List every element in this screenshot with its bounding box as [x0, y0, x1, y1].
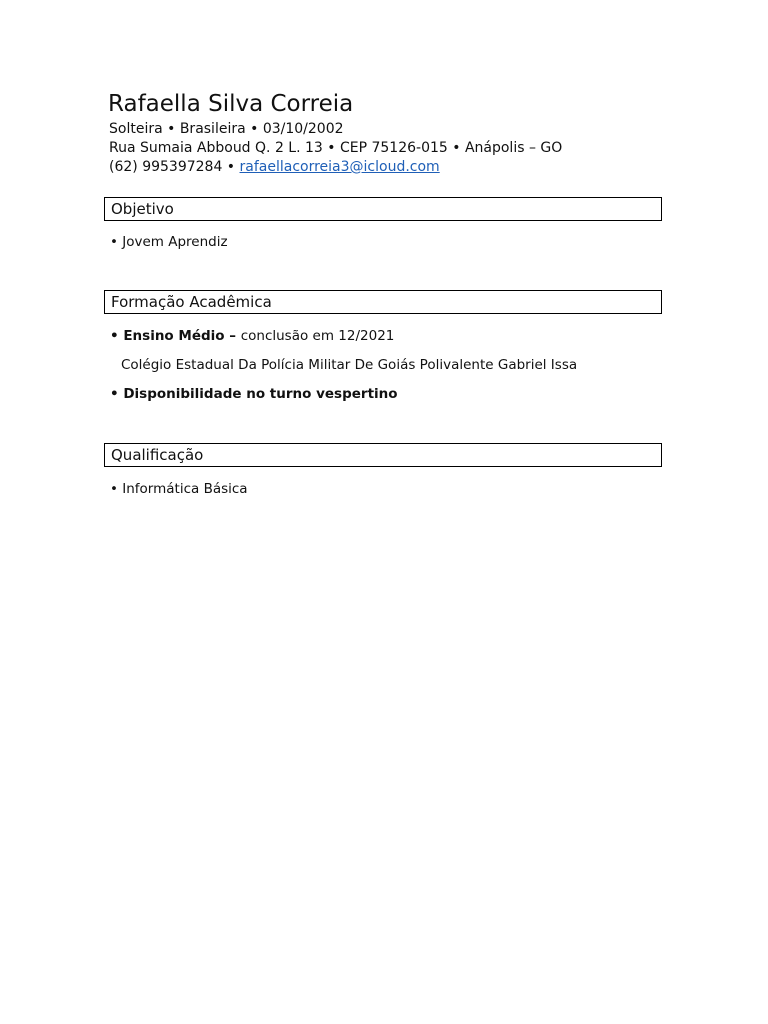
- ensino-label: • Ensino Médio –: [110, 328, 237, 344]
- school-name: Colégio Estadual Da Polícia Militar De Goiás Polivalente Gabriel Issa: [121, 357, 578, 373]
- candidate-name: Rafaella Silva Correia: [108, 91, 354, 117]
- section-qualificacao-header: [104, 443, 662, 467]
- section-title: Qualificação: [111, 446, 204, 464]
- section-title: Objetivo: [111, 200, 174, 218]
- list-item-ensino: [110, 327, 394, 345]
- email-link[interactable]: rafaellacorreia3@icloud.com: [239, 159, 440, 175]
- section-title: Formação Acadêmica: [111, 293, 272, 311]
- list-item: • Jovem Aprendiz: [110, 234, 228, 250]
- address: Rua Sumaia Abboud Q. 2 L. 13 • CEP 75126-015 • Anápolis – GO: [109, 140, 563, 156]
- phone-number: (62) 995397284 •: [109, 159, 236, 175]
- ensino-detail: conclusão em 12/2021: [240, 328, 395, 344]
- section-formacao-header: [104, 290, 662, 314]
- contact-line: [109, 158, 440, 177]
- section-objetivo-header: [104, 197, 662, 221]
- list-item: • Informática Básica: [110, 481, 248, 497]
- personal-info: Solteira • Brasileira • 03/10/2002: [109, 121, 344, 137]
- list-item: • Disponibilidade no turno vespertino: [110, 386, 398, 402]
